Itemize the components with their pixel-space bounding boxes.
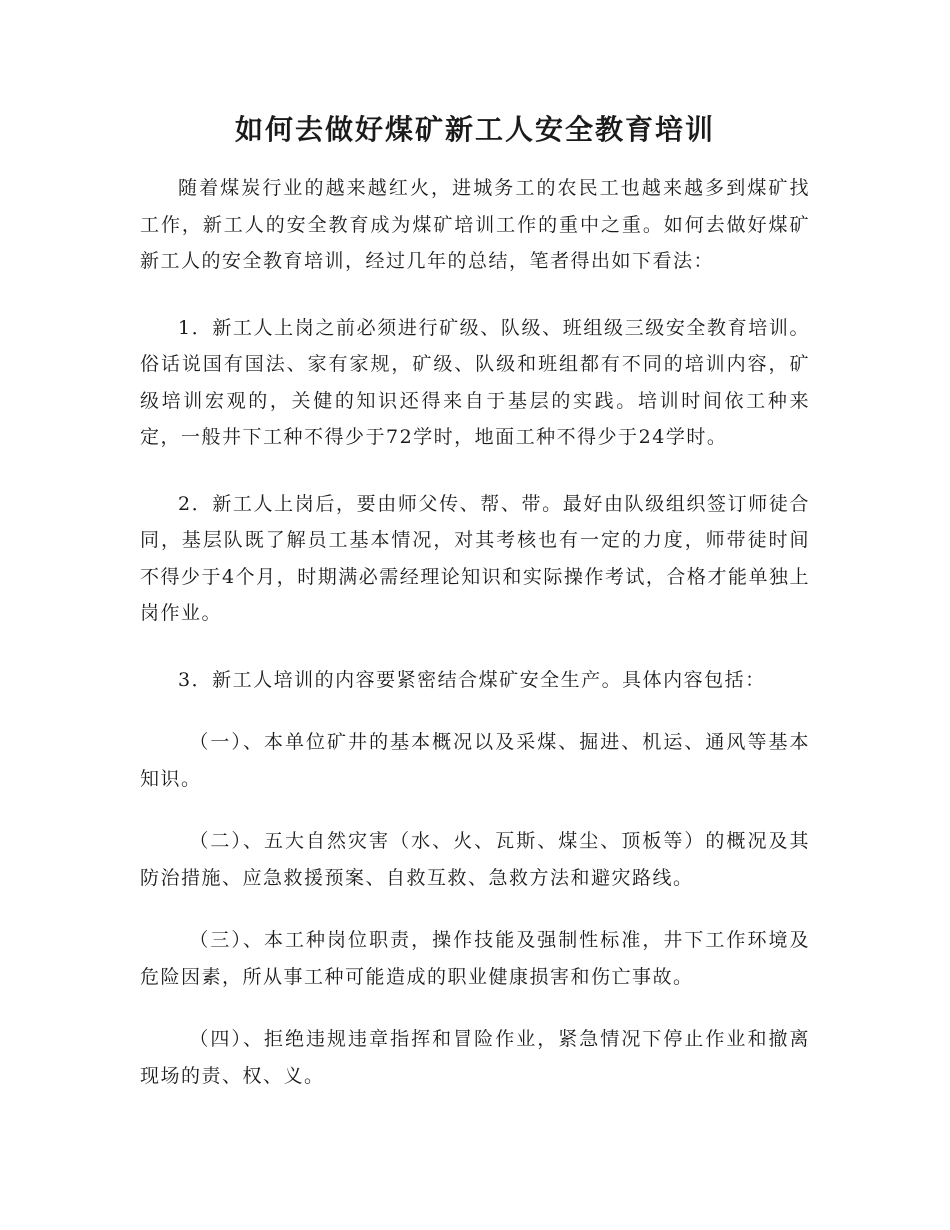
sub-item-4-paragraph: （四）、拒绝违规违章指挥和冒险作业，紧急情况下停止作业和撤离现场的责、权、义。 [140,1028,810,1087]
intro-paragraph: 随着煤炭行业的越来越红火，进城务工的农民工也越来越多到煤矿找工作，新工人的安全教育成为煤矿培训工作的重中之重。如何去做好煤矿新工人的安全教育培训，经过几年的总结，笔者得出如下看法： [140,177,810,272]
document-title: 如何去做好煤矿新工人安全教育培训 [234,113,715,146]
sub-item-2-paragraph: （二）、五大自然灾害（水、火、瓦斯、煤尘、顶板等）的概况及其防治措施、应急救援预案、自救互救、急救方法和避灾路线。 [140,830,810,889]
sub-item-3-paragraph: （三）、本工种岗位职责，操作技能及强制性标准，井下工作环境及危险因素，所从事工种可能造成的职业健康损害和伤亡事故。 [140,929,810,988]
point-2-paragraph: 2．新工人上岗后，要由师父传、帮、带。最好由队级组织签订师徒合同，基层队既了解员工基本情况，对其考核也有一定的力度，师带徒时间不得少于4个月，时期满必需经理论知识和实际操作考试，合格才能单独上岗作业。 [140,492,810,624]
sub-item-1-paragraph: （一）、本单位矿井的基本概况以及采煤、掘进、机运、通风等基本知识。 [140,731,810,790]
point-3-paragraph: 3．新工人培训的内容要紧密结合煤矿安全生产。具体内容包括： [178,668,766,691]
point-1-paragraph: 1．新工人上岗之前必须进行矿级、队级、班组级三级安全教育培训。俗话说国有国法、家有家规，矿级、队级和班组都有不同的培训内容，矿级培训宏观的，关健的知识还得来自于基层的实践。培训时间依工种来定，一般井下工种不得少于72学时，地面工种不得少于24学时。 [140,316,810,448]
